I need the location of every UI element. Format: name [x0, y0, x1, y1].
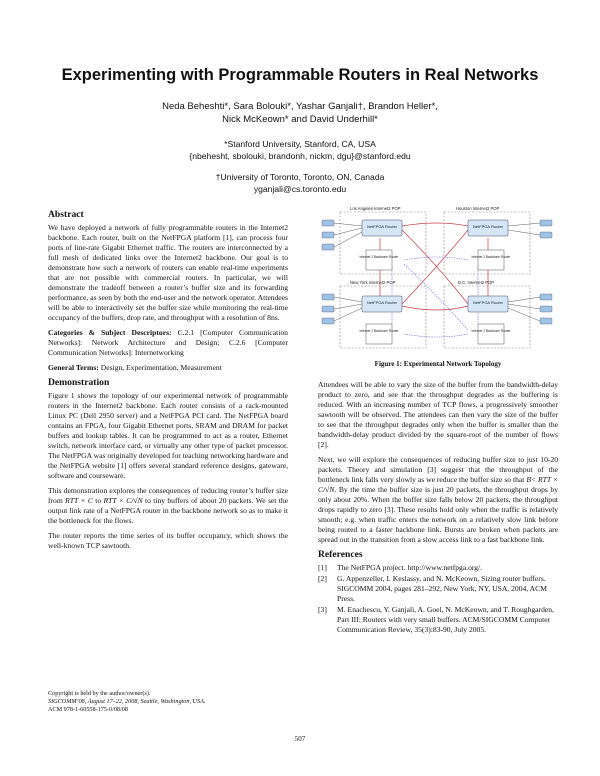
left-column: [48, 206, 288, 556]
host-icon: [322, 244, 334, 250]
host-icon: [540, 232, 552, 238]
abstract-text: We have deployed a network of fully programmable routers in the Internet2 backbone. Each router, built on the NetFPGA platform [1], can process four ports of line-rate Gigabit Ethernet traffic. The routers are interconnected by a full mesh of dedicated links over the Internet2 backbone. Our goal is to demonstrate how such a network of routers can enable real-time experiments that are not possible with commercial routers. In particular, we will demonstrate the tradeoff between a router’s buffer size and its forwarding performance, as seen by both the end-user and the network operator. Attendees will be able to interactively set the buffer size while monitoring the real-time occupancy of the buffers, drop rate, and throughput with a resolution of 8ns.: [48, 223, 288, 322]
link: [334, 308, 362, 321]
backbone-router-houston: [472, 250, 512, 270]
router-label: NetFPGA Router: [366, 224, 398, 229]
link: [508, 297, 540, 302]
affiliation-name: *Stanford University, Stanford, CA, USA: [224, 139, 376, 149]
link: [508, 230, 540, 235]
author-line-1: Neda Beheshti*, Sara Bolouki*, Yashar Ganjali†, Brandon Heller*,: [162, 101, 438, 112]
link: [508, 308, 540, 321]
reference-number: [3]: [318, 605, 327, 614]
pop-label: Houston Internet2 POP: [456, 206, 500, 211]
author-list: [0, 101, 600, 126]
link: [334, 228, 362, 235]
link: [402, 230, 468, 304]
categories-text: C.2.1 [Computer Communication Networks]: Network Architecture and Design; C.2.6 [Computer Communication Networks]: Internetworking: [48, 328, 288, 357]
link: [404, 264, 468, 330]
topology-figure: [318, 206, 558, 356]
router-label: NetFPGA Router: [366, 300, 398, 305]
host-icon: [322, 306, 334, 312]
backbone-label: Internet 2 Backbone Router: [471, 255, 511, 259]
pop-label: D.C. Internet2 POP: [458, 280, 495, 285]
host-icon: [540, 306, 552, 312]
author-line-2: Nick McKeown* and David Underhill*: [222, 113, 378, 125]
right-paragraph-2: [318, 455, 558, 545]
host-icon: [322, 220, 334, 226]
math-expression: RTT × C/√N: [103, 496, 143, 505]
pop-label: New York Internet2 POP: [350, 280, 396, 285]
categories-label: Categories & Subject Descriptors:: [48, 328, 172, 337]
backbone-label: Internet 2 Backbone Router: [359, 255, 399, 259]
host-icon: [322, 232, 334, 238]
text-span: . By the time the buffer size is just 20 packets, the throughput drops by only about 20%. When the buffer size falls below 20 packets, the throughput drops rapidly to zero [3]. These results hold only when the traffic is relatively smooth; e.g. when traffic enters the network on a relatively slow link before being routed to a faster backbone link. Bursts are broken when packets are spread out in the transition from a slow access link to a fast backbone link.: [318, 485, 558, 544]
text-span: This demonstration explores the consequences of reducing router’s buffer size from: [48, 486, 288, 505]
demonstration-heading: Demonstration: [48, 377, 110, 388]
reference-list: [318, 563, 558, 635]
link: [402, 223, 468, 226]
reference-text: M. Enachescu, Y. Ganjali, A. Goel, N. McKeown, and T. Roughgarden, Part III: Routers with very small buffers. ACM/SIGCOMM Computer Communication Review, 35(3):83-90, July 2005.: [337, 605, 554, 634]
categories-block: [48, 328, 288, 358]
math-expression: RTT × C: [65, 496, 93, 505]
router-la: [362, 220, 402, 236]
text-span: Next, we will explore the consequences of reducing buffer size to just 10-20 packets. Theory and simulation [3] suggest that the throughput of the bottleneck link falls very slowly as we reduce the buffer size so that: [318, 455, 558, 484]
backbone-router-newyork: [360, 324, 400, 344]
pop-label: Los Angeles Internet2 POP: [350, 206, 401, 211]
host-icons: [322, 220, 552, 324]
abstract-heading: Abstract: [48, 209, 84, 220]
link: [334, 232, 362, 247]
figure-caption: Figure 1: Experimental Network Topology: [374, 360, 502, 368]
host-icon: [540, 220, 552, 226]
link: [404, 334, 468, 337]
references-heading: References: [318, 549, 363, 560]
reference-text: G. Appenzeller, I. Keslassy, and N. McKeown, Sizing router buffers. SIGCOMM 2004, pages 281–292, New York, NY, USA, 2004, ACM Press.: [337, 574, 547, 603]
router-newyork: [362, 296, 402, 312]
demonstration-paragraph-2: [48, 486, 288, 526]
host-icon: [322, 318, 334, 324]
demonstration-paragraph-3: The router reports the time series of its buffer occupancy, which shows the well-known TCP sawtooth.: [48, 531, 288, 550]
reference-number: [1]: [318, 563, 327, 572]
terms-label: General Terms:: [48, 363, 99, 372]
link: [508, 304, 540, 309]
terms-block: [48, 363, 288, 373]
copyright-line: [48, 698, 288, 706]
link: [402, 306, 468, 310]
terms-text: Design, Experimentation, Measurement: [100, 363, 222, 372]
reference-item: [318, 563, 558, 573]
reference-item: [318, 574, 558, 604]
link: [404, 257, 468, 260]
copyright-line: Copyright is held by the author/owner(s).: [48, 690, 151, 697]
text-span: to tiny buffers of about 20 packets. We set the output link rate of a NetFPGA router in the backbone network so as to make it the bottleneck for the flows.: [48, 496, 289, 525]
affiliation-emails: yganjali@cs.toronto.edu: [253, 183, 347, 194]
router-houston: [468, 220, 508, 236]
backbone-label: Internet 2 Backbone Router: [359, 329, 399, 333]
copyright-notice: [48, 690, 288, 714]
math-expression: B< RTT × C/√N: [318, 475, 559, 494]
link: [402, 230, 468, 304]
reference-item: [318, 605, 558, 635]
link: [508, 223, 540, 226]
reference-text: The NetFPGA project. http://www.netfpga.org/.: [337, 563, 483, 572]
page-number: 507: [294, 735, 306, 743]
venue-text: SIGCOMM’08, August 17–22, 2008, Seattle, Washington, USA.: [48, 698, 206, 705]
link: [334, 297, 362, 302]
router-label: NetFPGA Router: [472, 300, 504, 305]
right-column: [318, 380, 558, 636]
host-icon: [540, 318, 552, 324]
host-icon: [540, 294, 552, 300]
router-dc: [468, 296, 508, 312]
affiliation-emails: {nbehesht, sbolouki, brandonh, nickm, dgu}@stanford.edu: [189, 150, 411, 161]
affiliation-toronto: [0, 172, 600, 195]
router-label: NetFPGA Router: [472, 224, 504, 229]
backbone-router-dc: [472, 324, 512, 344]
demonstration-paragraph-1: Figure 1 shows the topology of our experimental network of programmable routers in the Internet2 backbone. Each router consists of a rack-mounted Linux PC (Dell 2950 server) and a NetFPGA PCI card. The NetFPGA board contains an FPGA, four Gigabit Ethernet ports, SRAM and DRAM for packet buffers and lookup tables. It can be programmed to act as a router, Ethernet switch, network interface card, or virtually any other type of packet processor. The NetFPGA was originally developed for teaching networking hardware and the NetFPGA website [1] offers several standard reference designs, gateware, software and courseware.: [48, 391, 288, 480]
reference-number: [2]: [318, 574, 327, 583]
backbone-links: [392, 257, 478, 337]
paper-title: Experimenting with Programmable Routers in Real Networks: [61, 66, 539, 84]
link: [334, 304, 362, 309]
text-span: to: [95, 496, 102, 505]
right-paragraph-1: Attendees will be able to vary the size of the buffer from the bandwidth-delay product to zero, and see that the throughput degrades as the buffering is reduced. With an increasing number of TCP flows, a progressively smoother sawtooth will be observed. The attendees can then vary the size of the buffer to see that the throughput degrades only when the buffer is smaller than the bandwidth-delay product divided by the square-root of the number of flows [2].: [318, 380, 558, 449]
link: [334, 223, 362, 226]
copyright-line: ACM 978-1-60558-175-0/08/08: [48, 706, 128, 713]
affiliation-stanford: [0, 139, 600, 162]
backbone-label: Internet 2 Backbone Router: [471, 329, 511, 333]
affiliation-name: †University of Toronto, Toronto, ON, Canada: [215, 172, 385, 182]
host-icon: [322, 294, 334, 300]
backbone-router-la: [360, 250, 400, 270]
